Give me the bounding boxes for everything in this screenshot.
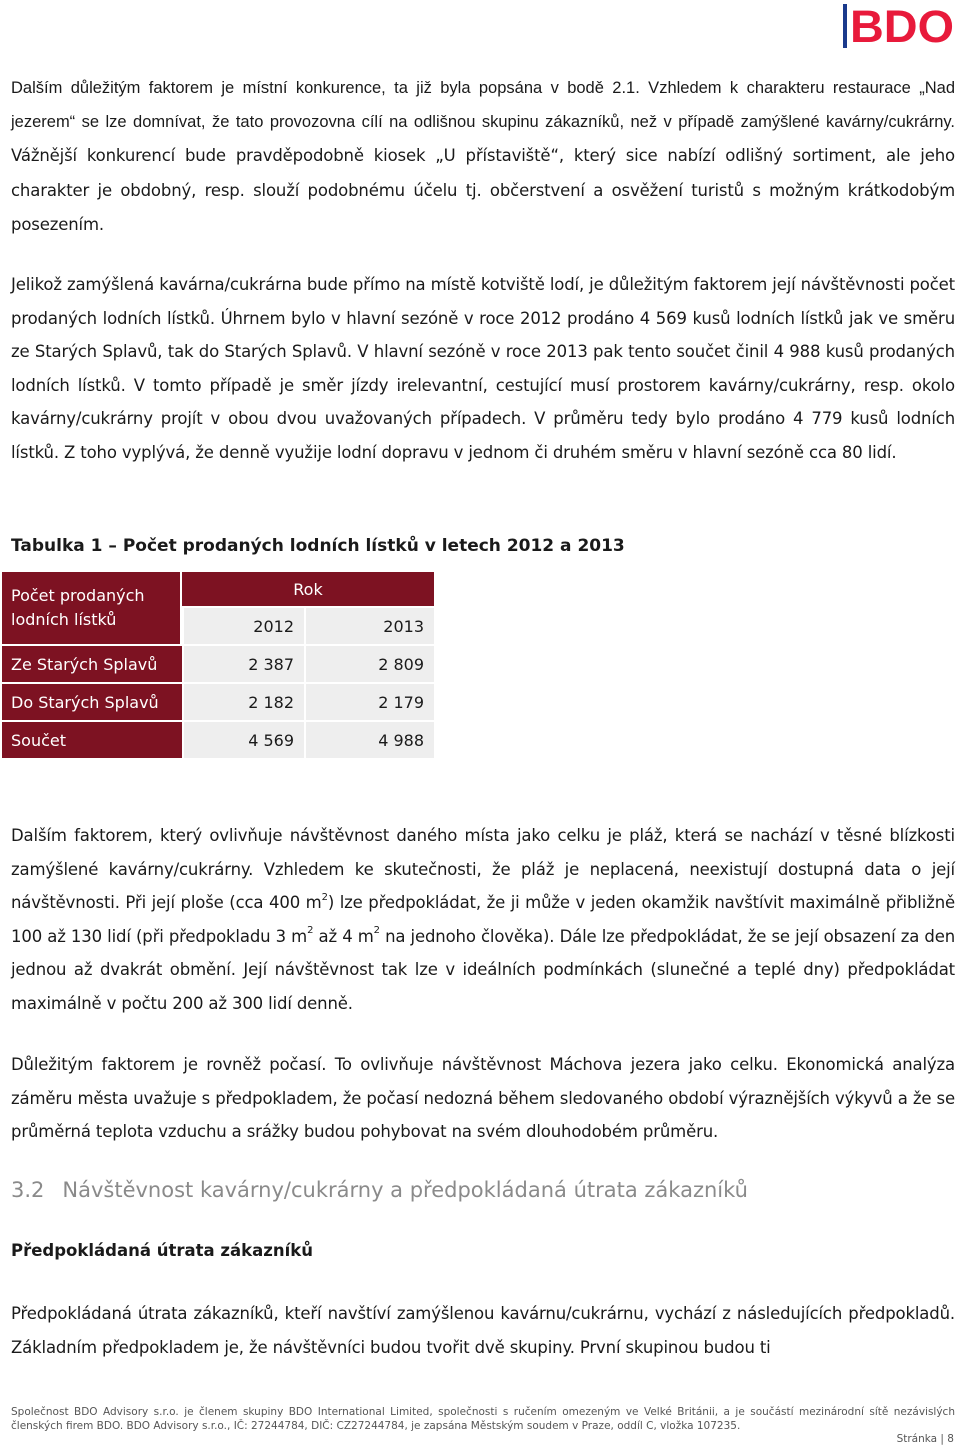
paragraph-boat-tickets <box>11 268 955 470</box>
footer-legal-text: Společnost BDO Advisory s.r.o. je členem skupiny BDO International Limited, společnosti s ručením omezeným ve Velké Británii, a je součástí mezinárodní sítě nezávislých členských firem BDO. BDO Advisory s.r.o., IČ: 27244784, DIČ: CZ27244784, je zapsána Městským soudem v Praze, oddíl C, vložka 107235. <box>11 1406 955 1432</box>
table-cell: 4 988 <box>304 720 434 758</box>
table-caption: Tabulka 1 – Počet prodaných lodních lístků v letech 2012 a 2013 <box>11 536 625 556</box>
bdo-logo <box>843 4 955 48</box>
table-cell: 2 182 <box>182 682 304 720</box>
table-row <box>2 644 434 682</box>
paragraph-beach: Dalším faktorem, který ovlivňuje návštěvnost daného místa jako celku je pláž, která se nachází v těsné blízkosti zamýšlené kavárny/cukrárny. Vzhledem ke skutečnosti, že pláž je neplacená, neexistují dostupná data o její návštěvnosti. Při její ploše (cca 400 $m^2$) lze předpokládat, že ji může v jeden okamžik navštívit maximálně přibližně 100 až 130 lidí (při předpokladu 3 $m^2$ až 4 $m^2$ na jednoho člověka). Dále lze předpokládat, že se její obsazení za den jednou až dvakrát obmění. Její návštěvnost tak lze v ideálních podmínkách (slunečné a teplé dny) předpokládat maximálně v počtu 200 až 300 lidí denně. <box>11 826 956 1013</box>
paragraph-spending: Předpokládaná útrata zákazníků, kteří navštíví zamýšlenou kavárnu/cukrárnu, vychází z následujících předpokladů. Základním předpokladem je, že návštěvníci budou tvořit dvě skupiny. První skupinou budou ti <box>11 1304 955 1357</box>
tickets-table <box>2 572 434 758</box>
page-number: Stránka | 8 <box>896 1433 954 1445</box>
table-corner-header: Počet prodaných lodních lístků <box>2 572 182 644</box>
table-cell: 2 179 <box>304 682 434 720</box>
table-row <box>2 682 434 720</box>
section-heading <box>11 1178 748 1202</box>
table-year-group-header: Rok <box>182 572 434 606</box>
table-cell: 2 387 <box>182 644 304 682</box>
paragraph-competition-part2: Vážnější konkurencí bude pravděpodobně kiosek „U přístaviště“, který sice nabízí odlišný sortiment, ale jeho charakter je obdobný, resp. slouží podobnému účelu tj. občerstvení a osvěžení turistů s možným krátkodobým posezením. <box>11 146 955 235</box>
paragraph-boat-tickets-text: Jelikož zamýšlená kavárna/cukrárna bude přímo na místě kotviště lodí, je důležitým faktorem její návštěvnosti počet prodaných lodních lístků. Úhrnem bylo v hlavní sezóně v roce 2012 prodáno 4 569 kusů lodních lístků jak ve směru ze Starých Splavů, tak do Starých Splavů. V hlavní sezóně v roce 2013 pak tento součet činil 4 988 kusů prodaných lodních lístků. V tomto případě je směr jízdy irelevantní, cestující musí prostorem kavárny/cukrárny, resp. okolo kavárny/cukrárny projít v obou dvou uvažovaných případech. V průměru tedy bylo prodáno 4 779 kusů lodních lístků. Z toho vyplývá, že denně využije lodní dopravu v jednom či druhém směru v hlavní sezóně cca 80 lidí. <box>11 275 955 462</box>
logo-text: BDO <box>850 4 954 48</box>
table-row-label: Do Starých Splavů <box>2 682 182 720</box>
table-year-2013: 2013 <box>304 606 434 644</box>
section-title: Návštěvnost kavárny/cukrárny a předpokládaná útrata zákazníků <box>62 1178 748 1202</box>
subheading: Předpokládaná útrata zákazníků <box>11 1241 313 1260</box>
table-year-2012: 2012 <box>182 606 304 644</box>
section-number: 3.2 <box>11 1178 45 1202</box>
table-row <box>2 720 434 758</box>
paragraph-competition <box>11 72 955 243</box>
table-cell: 4 569 <box>182 720 304 758</box>
table-row-label: Ze Starých Splavů <box>2 644 182 682</box>
paragraph-weather: Důležitým faktorem je rovněž počasí. To ovlivňuje návštěvnost Máchova jezera jako celku. Ekonomická analýza záměru města uvažuje s předpokladem, že počasí nedozná během sledovaného období výraznějších výkyvů a že se průměrná teplota vzduchu a srážky budou pohybovat na svém dlouhodobém průměru. <box>11 1055 955 1142</box>
table-cell: 2 809 <box>304 644 434 682</box>
paragraph-competition-part1: Dalším důležitým faktorem je místní konkurence, ta již byla popsána v bodě 2.1. Vzhledem k charakteru restaurace „Nad jezerem“ se lze domnívat, že tato provozovna cílí na odlišnou skupinu zákazníků, než v případě zamýšlené kavárny/cukrárny. <box>11 79 955 131</box>
table-row-label: Součet <box>2 720 182 758</box>
